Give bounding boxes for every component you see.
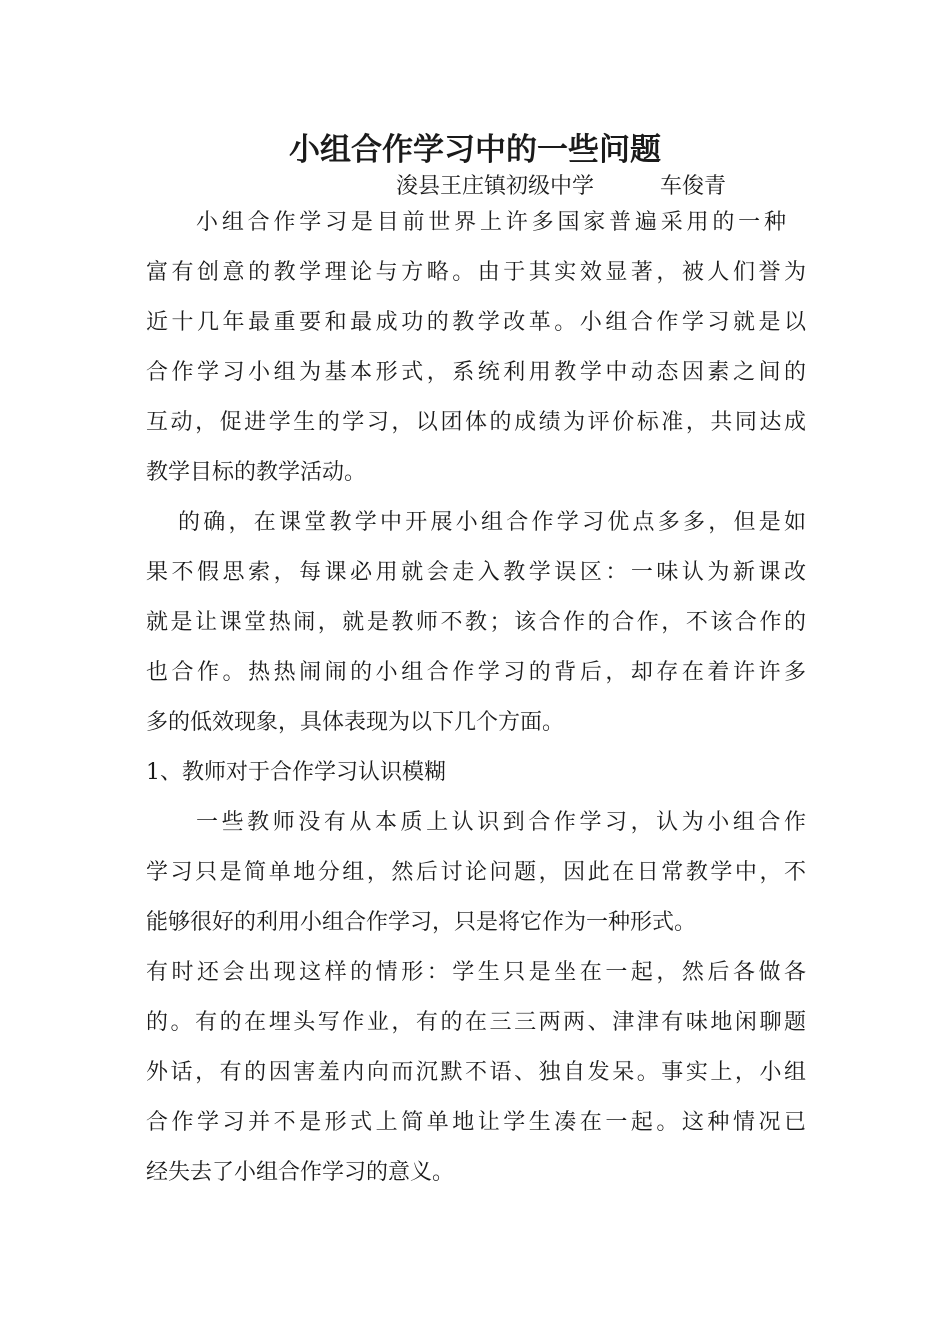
section-heading: 1、教师对于合作学习认识模糊 [146, 760, 446, 785]
school-name: 浚县王庄镇初级中学 [396, 174, 595, 199]
paragraph-line: 就是让课堂热闹，就是教师不教；该合作的合作，不该合作的 [146, 610, 806, 635]
paragraph-line: 小组合作学习是目前世界上许多国家普遍采用的一种 [196, 210, 786, 235]
paragraph-line: 互动，促进学生的学习，以团体的成绩为评价标准，共同达成 [146, 410, 806, 435]
paragraph-line: 的。有的在埋头写作业，有的在三三两两、津津有味地闲聊题 [146, 1010, 806, 1035]
paragraph-line: 合作学习小组为基本形式，系统利用教学中动态因素之间的 [146, 360, 806, 385]
author-name: 车俊青 [660, 174, 727, 199]
paragraph-line: 多的低效现象，具体表现为以下几个方面。 [146, 710, 565, 735]
paragraph-line: 经失去了小组合作学习的意义。 [146, 1160, 455, 1185]
paragraph-line: 能够很好的利用小组合作学习，只是将它作为一种形式。 [146, 910, 697, 935]
paragraph-line: 外话，有的因害羞内向而沉默不语、独自发呆。事实上，小组 [146, 1060, 806, 1085]
paragraph-line: 学习只是简单地分组，然后讨论问题，因此在日常教学中，不 [146, 860, 806, 885]
paragraph-line: 教学目标的教学活动。 [146, 460, 367, 485]
author-line [396, 170, 726, 204]
paragraph-line: 有时还会出现这样的情形：学生只是坐在一起，然后各做各 [146, 960, 806, 985]
document-title: 小组合作学习中的一些问题 [289, 132, 661, 168]
paragraph-line: 富有创意的教学理论与方略。由于其实效显著，被人们誉为 [146, 260, 806, 285]
paragraph-line: 果不假思索，每课必用就会走入教学误区：一味认为新课改 [146, 560, 806, 585]
paragraph-line: 的确，在课堂教学中开展小组合作学习优点多多，但是如 [178, 510, 806, 535]
paragraph-line: 也合作。热热闹闹的小组合作学习的背后，却存在着许许多 [146, 660, 806, 685]
paragraph-line: 近十几年最重要和最成功的教学改革。小组合作学习就是以 [146, 310, 806, 335]
paragraph-line: 一些教师没有从本质上认识到合作学习，认为小组合作 [196, 810, 806, 835]
paragraph-line: 合作学习并不是形式上简单地让学生凑在一起。这种情况已 [146, 1110, 806, 1135]
